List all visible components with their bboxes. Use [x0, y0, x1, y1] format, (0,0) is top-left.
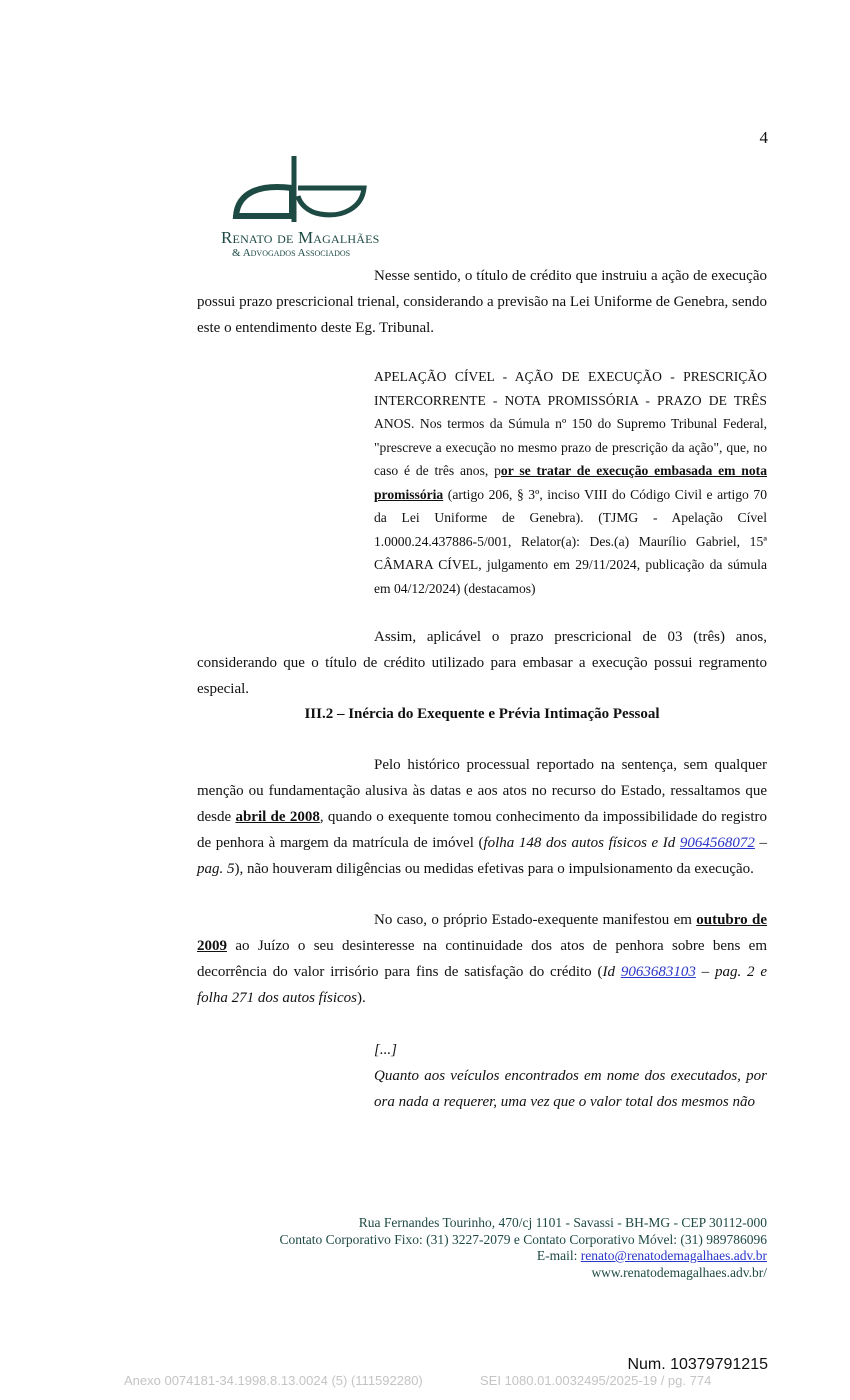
quote-block: [374, 365, 767, 600]
firm-logo: [218, 156, 393, 260]
document-link[interactable]: 9063683103: [620, 964, 696, 980]
logo-subtitle: & Advogados Associados: [232, 247, 351, 259]
logo-name: Renato de Magalhães: [221, 228, 380, 247]
p3-date: abril de 2008: [235, 809, 320, 825]
logo-mark-icon: [232, 156, 382, 228]
paragraph-4: [197, 907, 767, 1011]
p3-ref-1: folha 148 dos autos físicos e Id: [483, 835, 680, 851]
document-number: Num. 10379791215: [627, 1356, 768, 1373]
quote-text-2: (artigo 206, § 3º, inciso VIII do Código Civil e artigo 70 da Lei Uniforme de Genebra). (TJMG - Apelação Cível 1.0000.24.437886-5/001, Relator(a): Des.(a) Maurílio Gabriel, 15ª CÂMARA CÍVEL, julgamento em 29/11/2024, publicação da súmula em 04/12/2024) (destacamos): [374, 486, 767, 596]
paragraph-2: Assim, aplicável o prazo prescricional de 03 (três) anos, considerando que o título de crédito utilizado para embasar a execução possui regramento especial.: [197, 629, 767, 697]
letterhead-footer: [200, 1215, 767, 1281]
p3-text-a: Pelo histórico processual reportado na sentença, sem qualquer menção ou fundamentação alusiva às datas e aos atos no recurso do Estado, ressaltamos que desde: [197, 757, 767, 825]
p4-text-b: ao Juízo o seu desinteresse na continuidade dos atos de penhora sobre bens em decorrência do valor irrisório para fins de satisfação do crédito (: [197, 938, 767, 980]
document-link[interactable]: 9064568072: [679, 835, 755, 851]
p4-ref-2: – pag. 2 e folha 271 dos autos físicos: [197, 964, 767, 1006]
p4-text-c: ).: [357, 990, 366, 1006]
p3-ref-2: – pag. 5: [197, 835, 767, 877]
p3-text-b: , quando o exequente tomou conhecimento da impossibilidade do registro de penhora à margem da matrícula de imóvel (: [197, 809, 767, 851]
email-label: E-mail:: [536, 1248, 581, 1263]
ellipsis: [...]: [374, 1042, 397, 1058]
footer-phones: Contato Corporativo Fixo: (31) 3227-2079 e Contato Corporativo Móvel: (31) 989786096: [279, 1231, 767, 1247]
quote-emphasis: or se tratar de execução embasada em nota promissória: [374, 463, 767, 502]
section-heading: III.2 – Inércia do Exequente e Prévia Intimação Pessoal: [304, 706, 660, 722]
italic-quote-text: Quanto aos veículos encontrados em nome dos executados, por ora nada a requerer, uma vez que o valor total dos mesmos não: [374, 1068, 767, 1110]
sei-stamp: SEI 1080.01.0032495/2025-19 / pg. 774: [480, 1373, 712, 1388]
italic-quote: [374, 1037, 767, 1115]
p4-ref-1: Id: [602, 964, 621, 980]
attachment-stamp: Anexo 0074181-34.1998.8.13.0024 (5) (111592280): [124, 1373, 423, 1388]
p3-text-c: ), não houveram diligências ou medidas efetivas para o impulsionamento da execução.: [234, 861, 754, 877]
paragraph-3: [197, 752, 767, 882]
footer-address: Rua Fernandes Tourinho, 470/cj 1101 - Savassi - BH-MG - CEP 30112-000: [358, 1215, 767, 1230]
quote-text-1: APELAÇÃO CÍVEL - AÇÃO DE EXECUÇÃO - PRESCRIÇÃO INTERCORRENTE - NOTA PROMISSÓRIA - PRAZO DE TRÊS ANOS. Nos termos da Súmula nº 150 do Supremo Tribunal Federal, "prescreve a execução no mesmo prazo de prescrição da ação", que, no caso é de três anos, p: [374, 369, 767, 478]
p4-text-a: No caso, o próprio Estado-exequente manifestou em: [374, 912, 697, 928]
paragraph-1: Nesse sentido, o título de crédito que instruiu a ação de execução possui prazo prescricional trienal, considerando a previsão na Lei Uniforme de Genebra, sendo este o entendimento deste Eg. Tribunal.: [197, 268, 767, 336]
p4-date: outubro de 2009: [197, 912, 767, 954]
footer-email-line: [200, 1248, 767, 1265]
email-link[interactable]: renato@renatodemagalhaes.adv.br: [580, 1248, 767, 1263]
page-number: 4: [759, 128, 768, 147]
footer-site[interactable]: www.renatodemagalhaes.adv.br/: [591, 1264, 767, 1280]
